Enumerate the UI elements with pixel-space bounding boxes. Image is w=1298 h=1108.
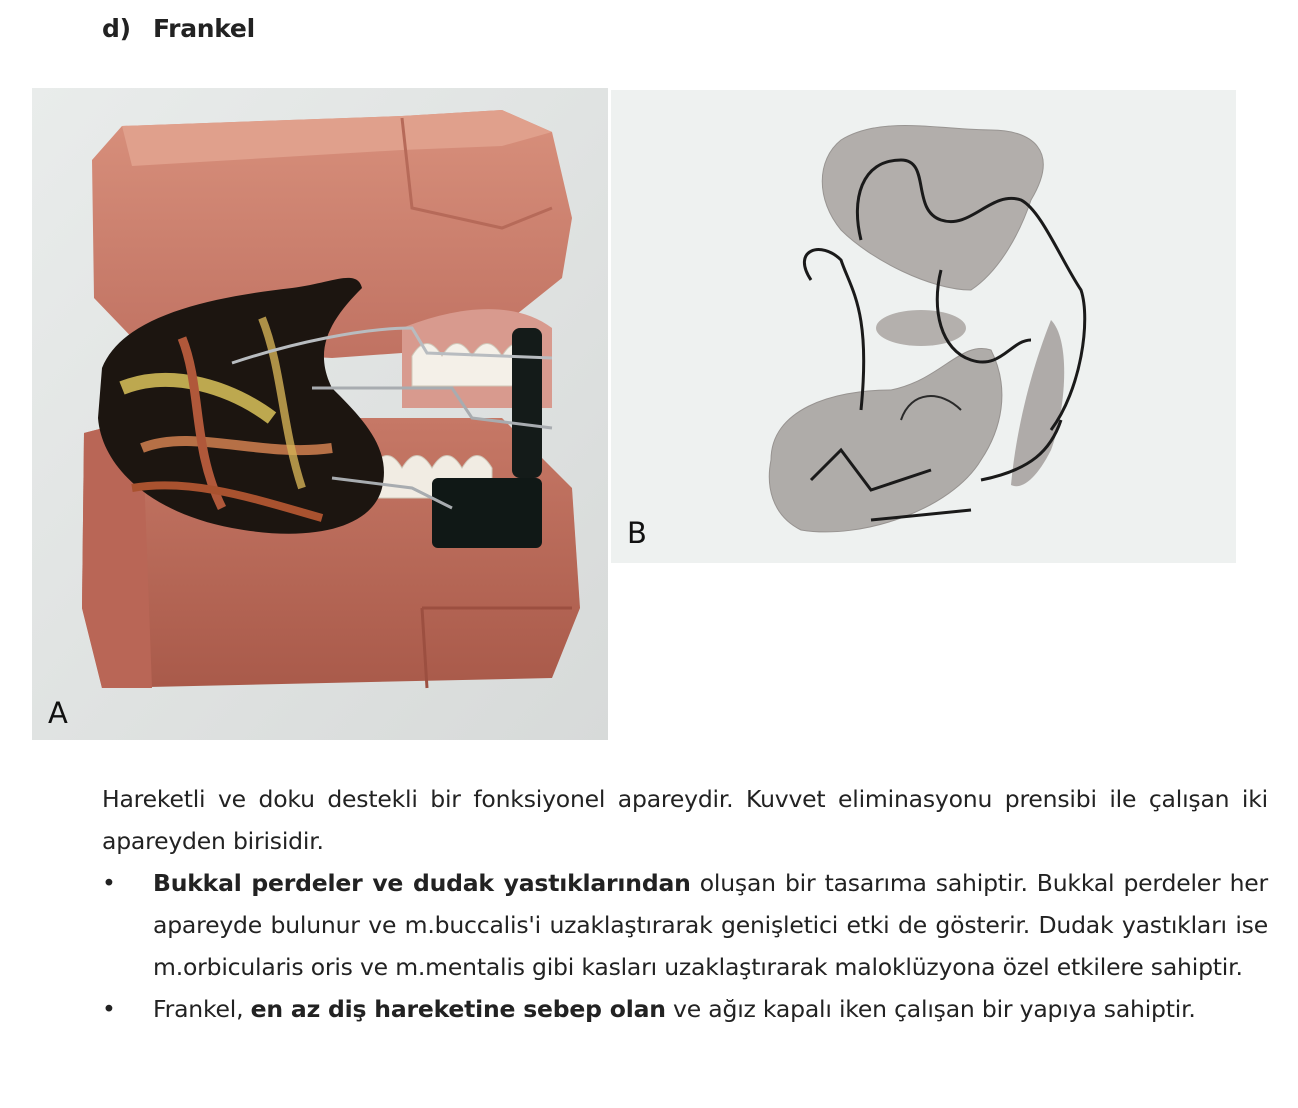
- frankel-model-photo: [32, 88, 608, 740]
- body-text: [102, 778, 1268, 1030]
- list-item: [102, 862, 1268, 988]
- section-heading: [102, 14, 255, 43]
- list-item: [102, 988, 1268, 1030]
- section-title: Frankel: [153, 14, 255, 43]
- feature-list: [102, 862, 1268, 1030]
- bold-phrase: en az diş hareketine sebep olan: [250, 995, 666, 1023]
- list-item-text: ve ağız kapalı iken çalışan bir yapıya sahiptir.: [665, 995, 1196, 1023]
- bullet: •: [102, 869, 116, 897]
- list-item-text: Frankel,: [153, 995, 251, 1023]
- figure-label-a: A: [48, 696, 68, 730]
- list-item-text: oluşan bir tasarıma sahiptir. Bukkal perdeler her apareyde bulunur ve m.buccalis'i uzaklaştırarak genişletici etki de gösterir. Dudak yastıkları ise m.orbicularis oris ve m.mentalis gibi kasları uzaklaştırarak maloklüzyona özel etkilere sahiptir.: [153, 869, 1269, 981]
- intro-paragraph: Hareketli ve doku destekli bir fonksiyonel apareydir. Kuvvet eliminasyonu prensibi ile çalışan iki apareyden birisidir.: [102, 785, 1268, 855]
- frankel-appliance-photo: [611, 90, 1236, 563]
- section-number: d): [102, 14, 131, 43]
- bold-phrase: Bukkal perdeler ve dudak yastıklarından: [153, 869, 691, 897]
- bullet: •: [102, 995, 116, 1023]
- figure-label-b: B: [627, 516, 647, 550]
